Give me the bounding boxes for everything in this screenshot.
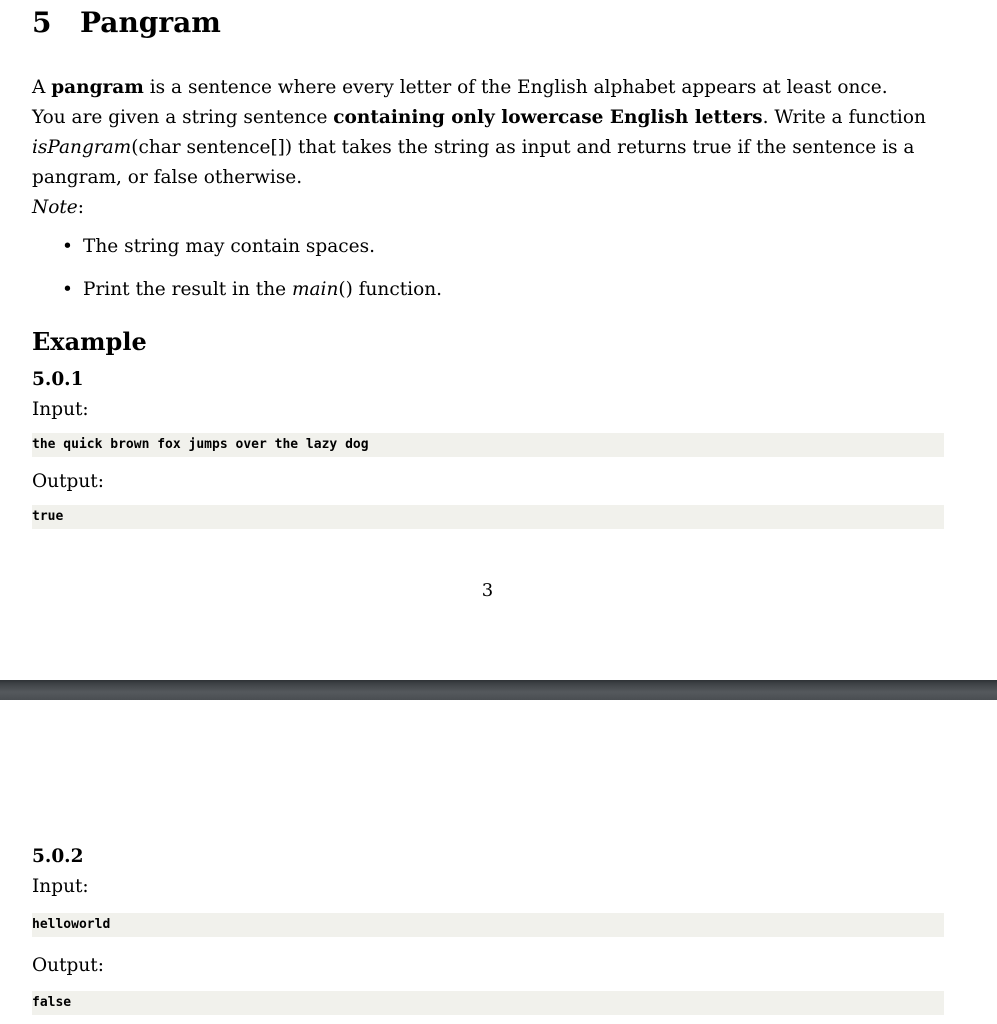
pangram-term: pangram: [51, 77, 144, 98]
constraint-emphasis: containing only lowercase English letters: [333, 107, 763, 128]
page-break-divider: [0, 680, 997, 700]
example-heading: Example: [32, 327, 147, 356]
example-1-input-label: Input:: [32, 399, 89, 420]
example-1-input-code: the quick brown fox jumps over the lazy dog: [32, 433, 944, 457]
intro-paragraph-1: [32, 73, 944, 103]
text-run: (char sentence[]) that takes the string as input and returns true if the sentence is a pangram, or false otherwise.: [32, 137, 915, 188]
note-label: [32, 193, 944, 223]
text-run: is a sentence where every letter of the English alphabet appears at least once.: [143, 77, 888, 98]
note-colon: :: [77, 197, 84, 218]
text-run: A: [32, 77, 52, 98]
section-number: 5: [32, 6, 52, 39]
main-function-name: main: [291, 279, 339, 300]
note-label-text: Note: [32, 197, 78, 218]
function-name: isPangram: [32, 137, 132, 158]
bullet-item: [62, 279, 442, 300]
text-run: You are given a string sentence: [32, 107, 334, 128]
example-2-input-code: helloworld: [32, 913, 944, 937]
text-run: . Write a function: [762, 107, 926, 128]
page-number: 3: [481, 580, 494, 601]
example-1-id: 5.0.1: [32, 369, 84, 390]
example-1-output-code: true: [32, 505, 944, 529]
bullet-text: The string may contain spaces.: [83, 236, 375, 257]
bullet-dot: •: [62, 236, 73, 257]
bullet-item: [62, 236, 375, 257]
section-title-text: Pangram: [80, 6, 221, 39]
section-title: [32, 6, 221, 39]
example-1-output-label: Output:: [32, 471, 104, 492]
example-2-input-label: Input:: [32, 876, 89, 897]
bullet-text: () function.: [338, 279, 442, 300]
bullet-dot: •: [62, 279, 73, 300]
bullet-text: Print the result in the: [83, 279, 292, 300]
intro-paragraph-2: [32, 103, 944, 193]
example-2-output-code: false: [32, 991, 944, 1015]
example-2-output-label: Output:: [32, 955, 104, 976]
example-2-id: 5.0.2: [32, 846, 84, 867]
